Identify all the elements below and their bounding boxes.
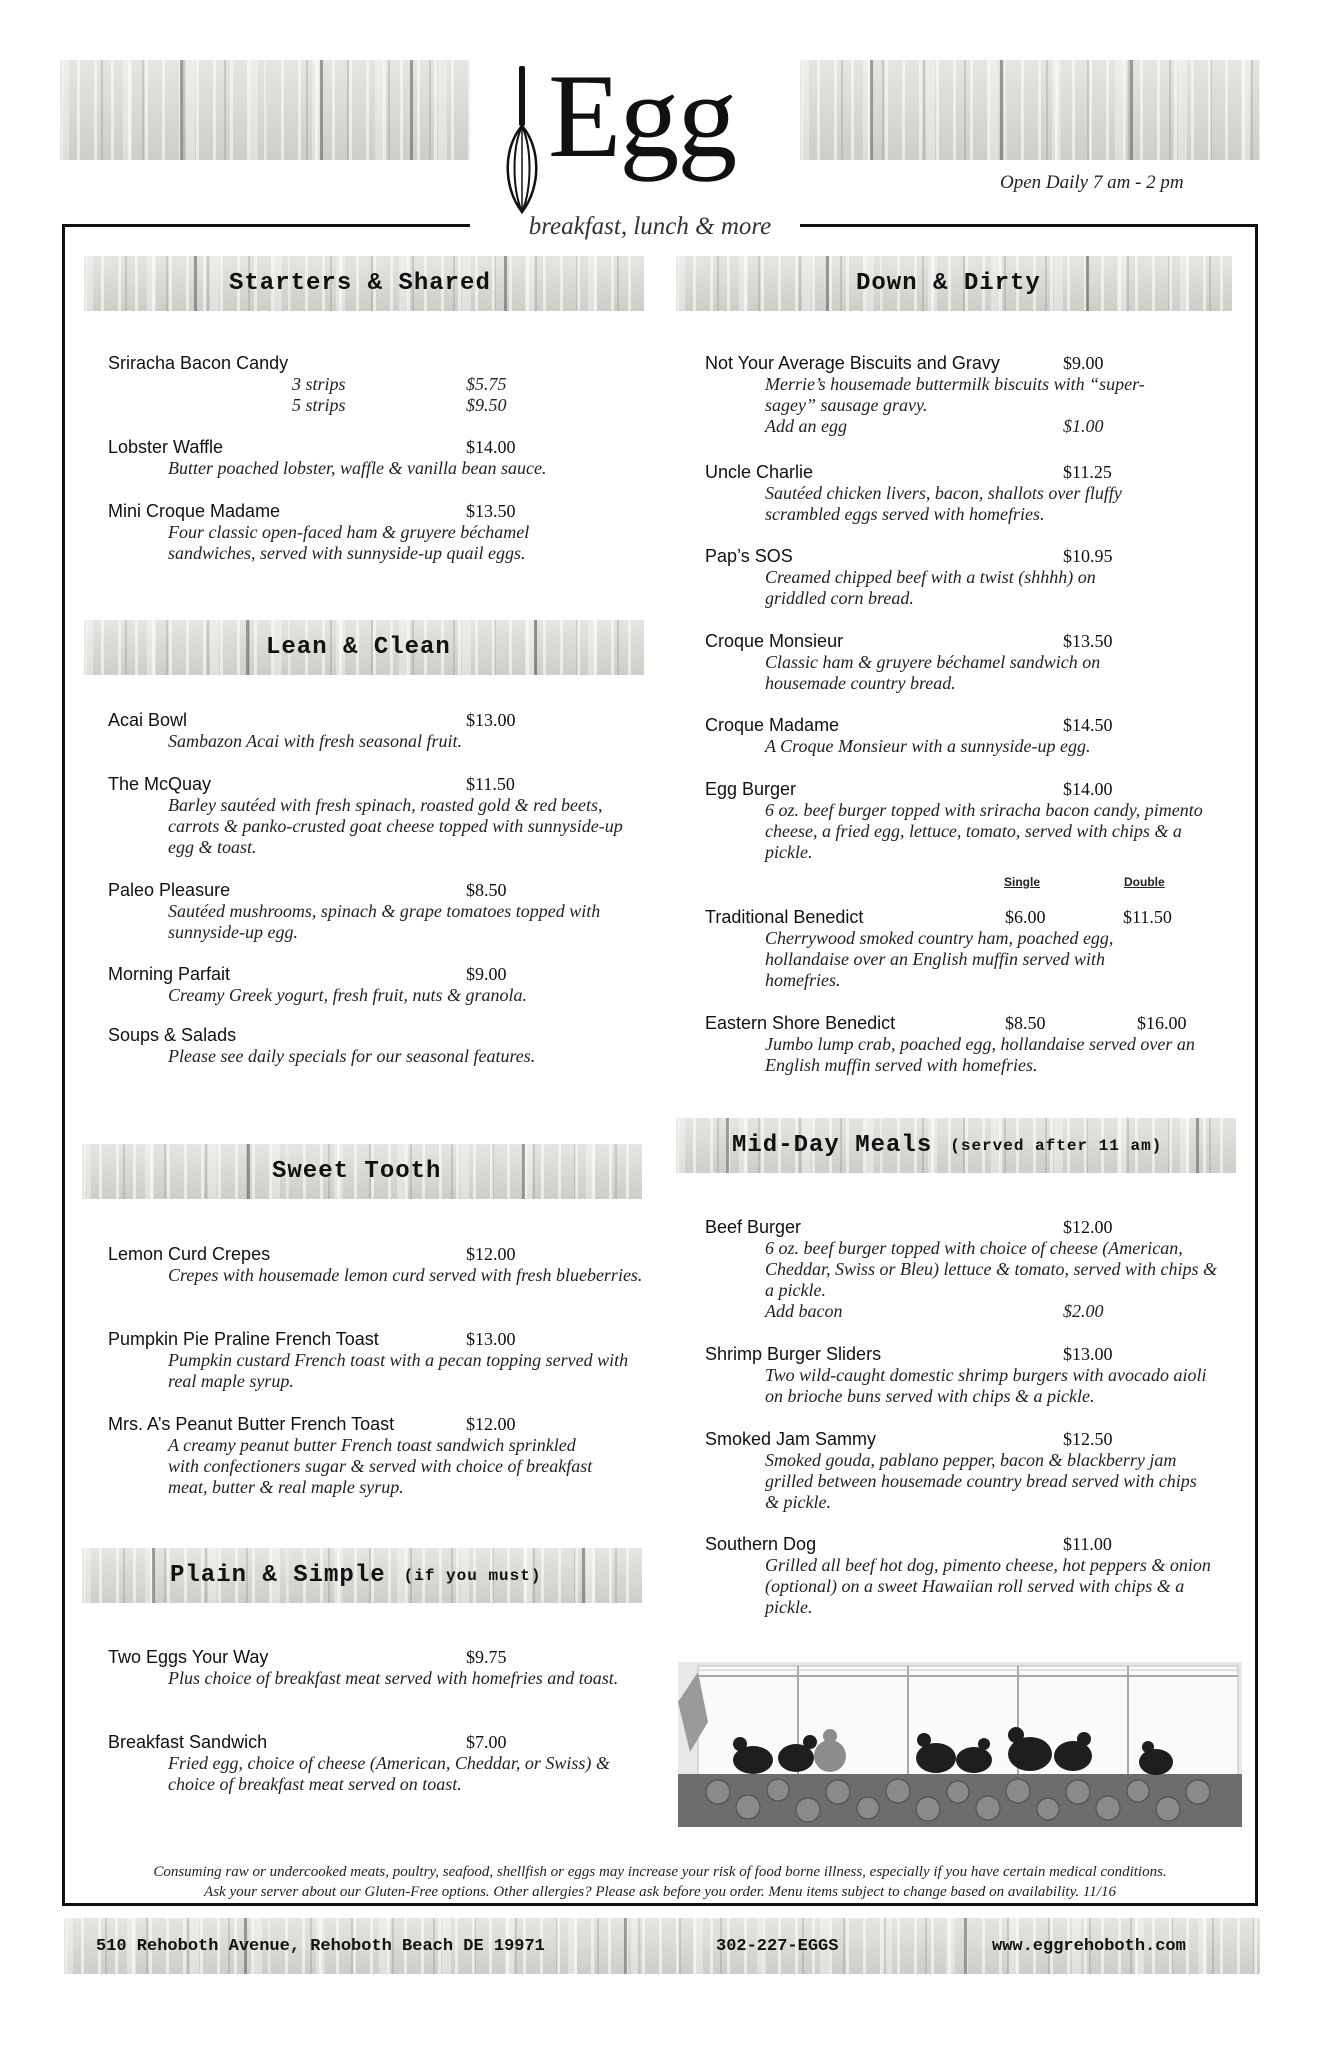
option-label: 3 strips (292, 374, 346, 394)
menu-item (108, 1328, 648, 1392)
menu-item (108, 1024, 668, 1067)
tagline: breakfast, lunch & more (528, 213, 772, 240)
item-price: $7.00 (466, 1732, 507, 1752)
section-title-text: Mid-Day Meals (732, 1132, 933, 1159)
menu-item (705, 1343, 1225, 1407)
item-price: $13.00 (466, 710, 516, 730)
item-price: $11.50 (466, 774, 515, 794)
item-desc: Crepes with housemade lemon curd served with fresh blueberries. (168, 1265, 643, 1285)
item-price: $8.50 (466, 880, 507, 900)
logo-text: Egg (548, 49, 736, 182)
item-name: The McQuay (108, 774, 212, 794)
disclaimer-line: Ask your server about our Gluten-Free options. Other allergies? Please ask before you order. Menu items subject to change based on availability. 11/16 (204, 1884, 1116, 1900)
section-header-sweet (82, 1144, 642, 1199)
section-header-starters (84, 256, 644, 311)
item-price: $11.25 (1063, 462, 1112, 482)
item-price-double: $16.00 (1137, 1013, 1187, 1033)
chickens-photo (678, 1662, 1242, 1827)
disclaimer-line: Consuming raw or undercooked meats, poultry, seafood, shellfish or eggs may increase your risk of food borne illness, especially if you have certain medical conditions. (153, 1864, 1167, 1880)
item-price-single: $6.00 (1005, 907, 1046, 927)
item-price-single: $8.50 (1005, 1013, 1046, 1033)
item-price: $13.50 (1063, 631, 1113, 651)
item-desc: Fried egg, choice of cheese (American, Cheddar, or Swiss) & choice of breakfast meat served on toast. (168, 1753, 610, 1794)
column-header-double: Double (1124, 875, 1165, 889)
menu-item (705, 545, 1135, 609)
item-name: Paleo Pleasure (108, 880, 231, 900)
footer-address: 510 Rehoboth Avenue, Rehoboth Beach DE 19971 (96, 1936, 545, 1956)
item-name: Uncle Charlie (705, 462, 814, 482)
item-name: Beef Burger (705, 1217, 802, 1237)
item-name: Morning Parfait (108, 964, 231, 984)
chickens-image-icon (678, 1662, 1242, 1827)
section-header-midday (676, 1118, 1236, 1173)
hours: Open Daily 7 am - 2 pm (1000, 172, 1184, 193)
item-desc: Grilled all beef hot dog, pimento cheese, hot peppers & onion (optional) on a sweet Hawaiian roll served with chips & a pickle. (765, 1555, 1211, 1617)
item-name: Shrimp Burger Sliders (705, 1344, 882, 1364)
item-name: Lobster Waffle (108, 437, 224, 457)
item-name: Southern Dog (705, 1534, 817, 1554)
item-price: $11.00 (1063, 1534, 1112, 1554)
item-name: Breakfast Sandwich (108, 1732, 268, 1752)
section-title (732, 1118, 1162, 1173)
column-header-single: Single (1004, 875, 1041, 889)
section-subtitle: (if you must) (403, 1566, 542, 1585)
item-name: Eastern Shore Benedict (705, 1013, 896, 1033)
item-desc: Classic ham & gruyere béchamel sandwich on housemade country bread. (765, 652, 1101, 693)
item-desc: Cherrywood smoked country ham, poached egg, hollandaise over an English muffin served with homefries. (765, 928, 1114, 990)
item-price: $10.95 (1063, 546, 1113, 566)
item-price: $13.00 (1063, 1344, 1113, 1364)
item-name: Sriracha Bacon Candy (108, 353, 289, 373)
section-header-lean (84, 620, 644, 675)
item-price: $13.00 (466, 1329, 516, 1349)
item-name: Pumpkin Pie Praline French Toast (108, 1329, 379, 1349)
item-name: Croque Madame (705, 715, 840, 735)
addon-price: $2.00 (1063, 1301, 1104, 1321)
section-title: Starters & Shared (229, 270, 491, 297)
menu-item (705, 714, 1225, 757)
item-price: $13.50 (466, 501, 516, 521)
item-desc: 6 oz. beef burger topped with sriracha bacon candy, pimento cheese, a fried egg, lettuce, tomato, served with chips & a pickle. (765, 800, 1203, 862)
item-desc: Barley sautéed with fresh spinach, roasted gold & red beets, carrots & panko-crusted goat cheese topped with sunnyside-up egg & toast. (168, 795, 623, 857)
item-name: Egg Burger (705, 779, 797, 799)
section-header-plain (82, 1548, 642, 1603)
section-header-down (676, 256, 1232, 311)
item-name: Smoked Jam Sammy (705, 1429, 877, 1449)
item-name: Soups & Salads (108, 1025, 237, 1045)
menu-item (108, 709, 668, 752)
item-name: Acai Bowl (108, 710, 188, 730)
menu-item (108, 436, 668, 479)
item-name: Traditional Benedict (705, 907, 864, 927)
disclaimer (70, 1862, 1250, 1902)
item-price-double: $11.50 (1123, 907, 1172, 927)
menu-item (108, 500, 608, 564)
footer-website: www.eggrehoboth.com (992, 1936, 1186, 1956)
option-label: 5 strips (292, 395, 346, 415)
section-title-text: Plain & Simple (170, 1562, 386, 1589)
item-desc: Creamed chipped beef with a twist (shhhh) on griddled corn bread. (765, 567, 1096, 608)
menu-item (108, 1413, 608, 1498)
addon-price: $1.00 (1063, 416, 1104, 436)
whisk-icon (500, 66, 544, 214)
menu-item (108, 1243, 648, 1286)
addon-label: Add an egg (765, 416, 847, 436)
item-desc: A creamy peanut butter French toast sandwich sprinkled with confectioners sugar & served with choice of breakfast meat, butter & real maple syrup. (168, 1435, 593, 1497)
section-title (170, 1548, 541, 1603)
item-name: Two Eggs Your Way (108, 1647, 269, 1667)
item-desc: Pumpkin custard French toast with a pecan topping served with real maple syrup. (168, 1350, 629, 1391)
item-price: $12.50 (1063, 1429, 1113, 1449)
menu-item (108, 879, 628, 943)
section-title: Sweet Tooth (272, 1158, 442, 1185)
menu-item (705, 1012, 1205, 1076)
item-price: $12.00 (1063, 1217, 1113, 1237)
item-name: Mini Croque Madame (108, 501, 281, 521)
header-wood-left (60, 60, 470, 160)
item-desc: Smoked gouda, pablano pepper, bacon & blackberry jam grilled between housemade country bread served with chips & pickle. (765, 1450, 1197, 1512)
item-desc: Sautéed chicken livers, bacon, shallots over fluffy scrambled eggs served with homefries. (765, 483, 1122, 524)
item-price: $12.00 (466, 1414, 516, 1434)
section-subtitle: (served after 11 am) (950, 1136, 1163, 1155)
item-desc: Sautéed mushrooms, spinach & grape tomatoes topped with sunnyside-up egg. (168, 901, 601, 942)
addon-label: Add bacon (765, 1301, 843, 1321)
header-wood-right (800, 60, 1260, 160)
menu-item (108, 773, 628, 858)
item-desc: Jumbo lump crab, poached egg, hollandaise served over an English muffin served with homefries. (765, 1034, 1195, 1075)
section-title: Down & Dirty (856, 270, 1041, 297)
item-name: Pap’s SOS (705, 546, 793, 566)
option-price: $9.50 (466, 395, 507, 415)
menu-item (705, 906, 1185, 991)
menu-item (705, 778, 1205, 863)
menu-item (705, 1216, 1225, 1322)
item-name: Lemon Curd Crepes (108, 1244, 271, 1264)
menu-item (705, 352, 1225, 437)
footer-phone: 302-227-EGGS (716, 1936, 839, 1956)
section-title: Lean & Clean (266, 634, 451, 661)
menu-item (108, 963, 668, 1006)
item-desc: A Croque Monsieur with a sunnyside-up egg. (765, 736, 1091, 756)
footer (64, 1918, 1260, 1974)
menu-item (705, 630, 1175, 694)
item-price: $12.00 (466, 1244, 516, 1264)
item-desc: Two wild-caught domestic shrimp burgers with avocado aioli on brioche buns served with chips & a pickle. (765, 1365, 1207, 1406)
item-desc: Sambazon Acai with fresh seasonal fruit. (168, 731, 463, 751)
item-name: Not Your Average Biscuits and Gravy (705, 353, 1000, 373)
menu-item (108, 1731, 628, 1795)
item-price: $14.50 (1063, 715, 1113, 735)
menu-item (705, 1533, 1225, 1618)
menu-item (705, 1428, 1205, 1513)
item-price: $9.00 (1063, 353, 1104, 373)
menu-item (108, 352, 668, 416)
menu-item (705, 461, 1185, 525)
item-desc: Please see daily specials for our seasonal features. (168, 1046, 536, 1066)
item-desc: Butter poached lobster, waffle & vanilla bean sauce. (168, 458, 547, 478)
item-price: $9.75 (466, 1647, 507, 1667)
item-desc: Creamy Greek yogurt, fresh fruit, nuts & granola. (168, 985, 527, 1005)
item-price: $14.00 (1063, 779, 1113, 799)
item-name: Mrs. A’s Peanut Butter French Toast (108, 1414, 395, 1434)
option-price: $5.75 (466, 374, 507, 394)
item-price: $9.00 (466, 964, 507, 984)
item-desc: Plus choice of breakfast meat served with homefries and toast. (168, 1668, 619, 1688)
menu-item (108, 1646, 628, 1689)
item-desc: 6 oz. beef burger topped with choice of cheese (American, Cheddar, Swiss or Bleu) lettuce & tomato, served with chips & a pickle. (765, 1238, 1217, 1300)
item-desc: Four classic open-faced ham & gruyere béchamel sandwiches, served with sunnyside-up quail eggs. (168, 522, 530, 563)
item-desc: Merrie’s housemade buttermilk biscuits with “super-sagey” sausage gravy. (765, 374, 1145, 415)
item-name: Croque Monsieur (705, 631, 844, 651)
item-price: $14.00 (466, 437, 516, 457)
